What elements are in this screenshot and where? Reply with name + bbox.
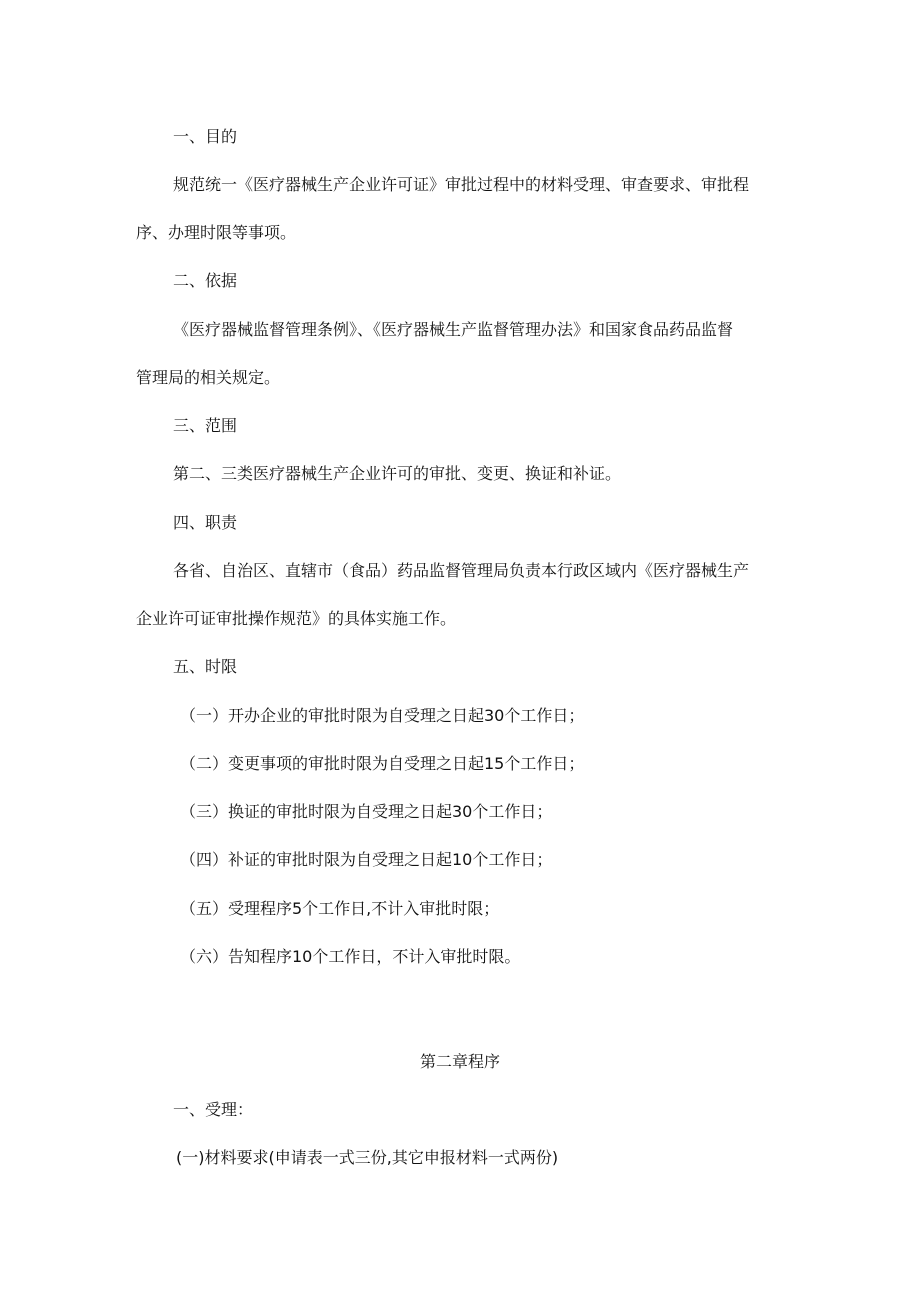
paragraph-line: 《医疗器械监督管理条例》、《医疗器械生产监督管理办法》和国家食品药品监督 <box>173 320 734 339</box>
section-heading-basis: 二、依据 <box>173 271 238 290</box>
paragraph-line: 各省、自治区、直辖市（食品）药品监督管理局负责本行政区域内《医疗器械生产 <box>173 561 750 580</box>
paragraph-line: 序、办理时限等事项。 <box>136 223 297 242</box>
section-heading-scope: 三、范围 <box>173 416 238 435</box>
paragraph-line: 管理局的相关规定。 <box>136 368 281 387</box>
list-item: （六）告知程序10个工作日，不计入审批时限。 <box>180 947 521 966</box>
section-heading-duties: 四、职责 <box>173 513 238 532</box>
list-item: （五）受理程序5个工作日,不计入审批时限； <box>180 899 500 918</box>
list-item: （二）变更事项的审批时限为自受理之日起15个工作日； <box>180 754 585 773</box>
section-heading-time-limit: 五、时限 <box>173 657 238 676</box>
section-heading-purpose: 一、目的 <box>173 127 238 146</box>
sub-heading-material-requirements: (一)材料要求(申请表一式三份,其它申报材料一式两份) <box>176 1148 559 1167</box>
paragraph-line: 第二、三类医疗器械生产企业许可的审批、变更、换证和补证。 <box>173 464 622 483</box>
chapter-title: 第二章程序 <box>419 1052 500 1071</box>
paragraph-line: 企业许可证审批操作规范》的具体实施工作。 <box>136 609 457 628</box>
list-item: （一）开办企业的审批时限为自受理之日起30个工作日； <box>180 706 585 725</box>
paragraph-line: 规范统一《医疗器械生产企业许可证》审批过程中的材料受理、审查要求、审批程 <box>173 175 750 194</box>
section-heading-acceptance: 一、受理： <box>173 1100 254 1119</box>
list-item: （四）补证的审批时限为自受理之日起10个工作日； <box>180 850 553 869</box>
list-item: （三）换证的审批时限为自受理之日起30个工作日； <box>180 802 553 821</box>
